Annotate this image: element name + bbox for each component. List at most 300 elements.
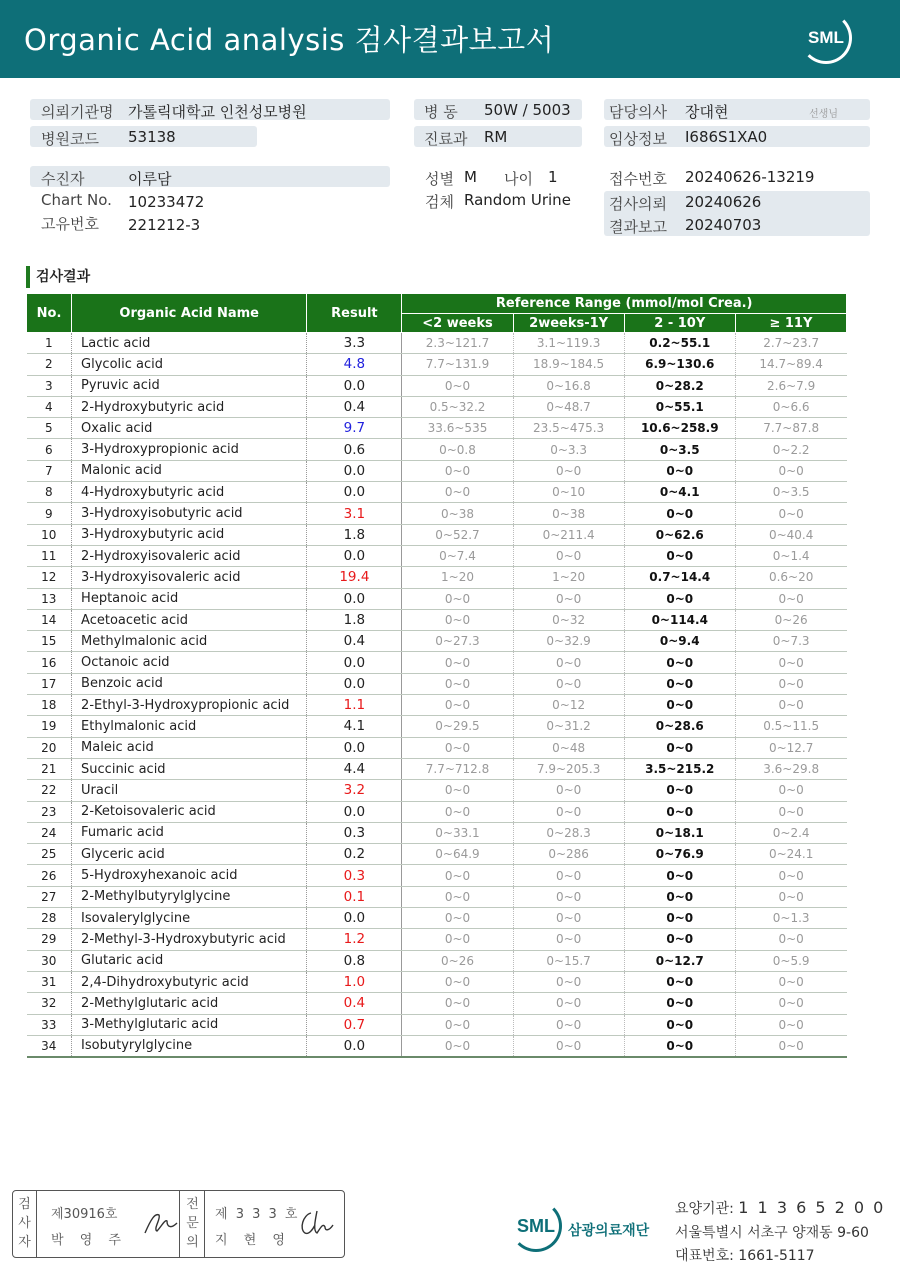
report-title: Organic Acid analysis 검사결과보고서 <box>24 23 555 57</box>
acid-name: 2-Hydroxyisovaleric acid <box>72 545 307 566</box>
result-value: 0.0 <box>307 801 402 822</box>
result-value: 9.7 <box>307 418 402 439</box>
row-number: 13 <box>27 588 72 609</box>
acid-name: Maleic acid <box>72 737 307 758</box>
table-row <box>27 418 847 439</box>
ref-neonate: 0~0 <box>402 929 513 950</box>
ref-child: 0~114.4 <box>624 609 735 630</box>
acid-name: Lactic acid <box>72 333 307 354</box>
ref-infant: 0~38 <box>513 503 624 524</box>
result-value: 3.2 <box>307 780 402 801</box>
ref-infant: 0~0 <box>513 886 624 907</box>
institution-label: 의뢰기관명 <box>41 103 114 121</box>
ref-neonate: 1~20 <box>402 567 513 588</box>
table-row <box>27 737 847 758</box>
ref-child: 0~0 <box>624 908 735 929</box>
table-row <box>27 801 847 822</box>
row-number: 23 <box>27 801 72 822</box>
row-number: 15 <box>27 631 72 652</box>
ref-adult: 0~0 <box>735 929 846 950</box>
dept-value: RM <box>484 128 508 146</box>
table-row <box>27 460 847 481</box>
acid-name: Isovalerylglycine <box>72 908 307 929</box>
institution-value: 가톨릭대학교 인천성모병원 <box>128 103 307 121</box>
chart-label: Chart No. <box>41 191 112 209</box>
ref-child: 0~0 <box>624 929 735 950</box>
ref-infant: 0~32 <box>513 609 624 630</box>
acid-name: Glutaric acid <box>72 950 307 971</box>
ref-infant: 0~0 <box>513 865 624 886</box>
ref-adult: 0~0 <box>735 695 846 716</box>
ref-child: 0~12.7 <box>624 950 735 971</box>
ref-child: 0~0 <box>624 695 735 716</box>
acid-name: Glyceric acid <box>72 844 307 865</box>
result-value: 0.2 <box>307 844 402 865</box>
ref-neonate: 0~7.4 <box>402 545 513 566</box>
ref-child: 0~0 <box>624 545 735 566</box>
row-number: 33 <box>27 1014 72 1035</box>
acid-name: Ethylmalonic acid <box>72 716 307 737</box>
sml-footer-logo: SML <box>510 1200 562 1252</box>
row-number: 16 <box>27 652 72 673</box>
table-row <box>27 908 847 929</box>
ref-neonate: 0~0 <box>402 886 513 907</box>
table-row <box>27 1014 847 1035</box>
signature-box <box>12 1190 345 1258</box>
specimen-value: Random Urine <box>464 191 571 209</box>
ref-infant: 23.5~475.3 <box>513 418 624 439</box>
result-value: 0.6 <box>307 439 402 460</box>
acid-name: Fumaric acid <box>72 822 307 843</box>
ref-child: 0~18.1 <box>624 822 735 843</box>
result-value: 19.4 <box>307 567 402 588</box>
ref-infant: 0~0 <box>513 780 624 801</box>
ref-adult: 2.7~23.7 <box>735 333 846 354</box>
ref-adult: 0~0 <box>735 780 846 801</box>
acid-name: Octanoic acid <box>72 652 307 673</box>
ref-child: 0~0 <box>624 673 735 694</box>
ref-neonate: 0~38 <box>402 503 513 524</box>
row-number: 26 <box>27 865 72 886</box>
acid-name: Methylmalonic acid <box>72 631 307 652</box>
ref-infant: 0~32.9 <box>513 631 624 652</box>
ref-neonate: 0~33.1 <box>402 822 513 843</box>
ref-adult: 0.6~20 <box>735 567 846 588</box>
report-header <box>0 0 900 78</box>
row-number: 1 <box>27 333 72 354</box>
age-label: 나이 <box>504 170 533 188</box>
ref-adult: 0~0 <box>735 865 846 886</box>
age-value: 1 <box>548 168 558 186</box>
divider <box>179 1191 180 1257</box>
ref-adult: 0~3.5 <box>735 482 846 503</box>
ref-child: 0~0 <box>624 886 735 907</box>
acid-name: 2-Hydroxybutyric acid <box>72 396 307 417</box>
table-row <box>27 886 847 907</box>
examiner-number: 제30916호 <box>51 1207 118 1222</box>
ref-infant: 7.9~205.3 <box>513 758 624 779</box>
result-value: 1.2 <box>307 929 402 950</box>
patient-value: 이루담 <box>128 170 172 188</box>
ref-neonate: 0~64.9 <box>402 844 513 865</box>
doctor-label: 담당의사 <box>609 103 667 121</box>
specimen-label: 검체 <box>425 193 454 211</box>
hospital-code-value: 53138 <box>128 128 176 146</box>
ward-label: 병 동 <box>424 103 458 121</box>
result-value: 0.3 <box>307 822 402 843</box>
examiner-label: 검사자 <box>13 1191 37 1257</box>
result-value: 0.0 <box>307 673 402 694</box>
acid-name: Malonic acid <box>72 460 307 481</box>
result-value: 0.0 <box>307 545 402 566</box>
result-value: 3.3 <box>307 333 402 354</box>
acid-name: 3-Hydroxybutyric acid <box>72 524 307 545</box>
table-row <box>27 333 847 354</box>
ref-neonate: 0~52.7 <box>402 524 513 545</box>
clinical-value: I686S1XA0 <box>685 128 768 146</box>
ref-child: 0.2~55.1 <box>624 333 735 354</box>
row-number: 2 <box>27 354 72 375</box>
row-number: 34 <box>27 1035 72 1056</box>
ref-adult: 0~0 <box>735 1014 846 1035</box>
ref-neonate: 7.7~131.9 <box>402 354 513 375</box>
table-row <box>27 652 847 673</box>
ref-infant: 0~48.7 <box>513 396 624 417</box>
dept-label: 진료과 <box>424 130 468 148</box>
row-number: 28 <box>27 908 72 929</box>
ref-adult: 3.6~29.8 <box>735 758 846 779</box>
table-row <box>27 822 847 843</box>
report-value: 20240703 <box>685 216 762 234</box>
ref-neonate: 0~0 <box>402 971 513 992</box>
ref-infant: 0~15.7 <box>513 950 624 971</box>
results-body <box>27 333 847 1057</box>
table-row <box>27 396 847 417</box>
specialist-number: 제 3 3 3 호 <box>215 1207 300 1222</box>
acid-name: Uracil <box>72 780 307 801</box>
acid-name: Acetoacetic acid <box>72 609 307 630</box>
table-row <box>27 524 847 545</box>
ref-child: 0~0 <box>624 588 735 609</box>
results-table <box>26 293 847 1058</box>
ref-infant: 0~12 <box>513 695 624 716</box>
ref-adult: 2.6~7.9 <box>735 375 846 396</box>
result-value: 1.1 <box>307 695 402 716</box>
ref-infant: 3.1~119.3 <box>513 333 624 354</box>
row-number: 5 <box>27 418 72 439</box>
acid-name: 3-Hydroxyisovaleric acid <box>72 567 307 588</box>
table-row <box>27 716 847 737</box>
ref-neonate: 7.7~712.8 <box>402 758 513 779</box>
specialist-signature <box>297 1207 337 1241</box>
ref-infant: 0~211.4 <box>513 524 624 545</box>
table-row <box>27 971 847 992</box>
table-row <box>27 993 847 1014</box>
ref-child: 0~0 <box>624 460 735 481</box>
acid-name: 4-Hydroxybutyric acid <box>72 482 307 503</box>
ref-infant: 0~0 <box>513 545 624 566</box>
col-ref-group: Reference Range (mmol/mol Crea.) <box>402 294 847 314</box>
row-number: 12 <box>27 567 72 588</box>
result-value: 0.4 <box>307 396 402 417</box>
ref-child: 10.6~258.9 <box>624 418 735 439</box>
acid-name: Pyruvic acid <box>72 375 307 396</box>
result-value: 0.0 <box>307 652 402 673</box>
col-ref-adult: ≥ 11Y <box>735 314 846 333</box>
row-number: 14 <box>27 609 72 630</box>
ref-adult: 0~0 <box>735 460 846 481</box>
ref-infant: 0~0 <box>513 652 624 673</box>
result-value: 0.0 <box>307 460 402 481</box>
ref-child: 0~62.6 <box>624 524 735 545</box>
examiner-signature <box>141 1209 181 1239</box>
result-value: 1.8 <box>307 524 402 545</box>
table-row <box>27 545 847 566</box>
ref-infant: 0~10 <box>513 482 624 503</box>
row-number: 31 <box>27 971 72 992</box>
result-value: 4.8 <box>307 354 402 375</box>
ref-adult: 0~2.2 <box>735 439 846 460</box>
ref-child: 6.9~130.6 <box>624 354 735 375</box>
ref-adult: 0~0 <box>735 993 846 1014</box>
specialist-label: 전문의 <box>181 1191 205 1257</box>
ref-neonate: 0~0 <box>402 737 513 758</box>
row-number: 32 <box>27 993 72 1014</box>
ref-child: 0~0 <box>624 503 735 524</box>
footer-logo <box>510 1200 660 1256</box>
col-ref-infant: 2weeks-1Y <box>513 314 624 333</box>
result-value: 3.1 <box>307 503 402 524</box>
row-number: 19 <box>27 716 72 737</box>
table-row <box>27 758 847 779</box>
specialist-name: 지 현 영 <box>215 1233 291 1248</box>
ref-child: 0~0 <box>624 1035 735 1056</box>
row-number: 8 <box>27 482 72 503</box>
table-row <box>27 375 847 396</box>
acid-name: 5-Hydroxyhexanoic acid <box>72 865 307 886</box>
table-row <box>27 865 847 886</box>
ref-adult: 0~0 <box>735 652 846 673</box>
phone-label: 대표번호: <box>675 1248 734 1264</box>
ref-neonate: 0~0 <box>402 801 513 822</box>
acid-name: Benzoic acid <box>72 673 307 694</box>
ref-infant: 0~28.3 <box>513 822 624 843</box>
result-value: 0.0 <box>307 737 402 758</box>
ref-neonate: 0~0 <box>402 460 513 481</box>
ref-neonate: 0~0 <box>402 780 513 801</box>
col-no: No. <box>27 294 72 333</box>
result-value: 0.0 <box>307 908 402 929</box>
result-value: 1.8 <box>307 609 402 630</box>
result-value: 4.1 <box>307 716 402 737</box>
table-row <box>27 631 847 652</box>
ref-adult: 0~26 <box>735 609 846 630</box>
table-row <box>27 439 847 460</box>
acid-name: Glycolic acid <box>72 354 307 375</box>
result-value: 0.0 <box>307 588 402 609</box>
result-value: 0.7 <box>307 1014 402 1035</box>
row-number: 22 <box>27 780 72 801</box>
ref-child: 0~0 <box>624 801 735 822</box>
ref-infant: 1~20 <box>513 567 624 588</box>
ref-neonate: 0~0 <box>402 908 513 929</box>
ref-neonate: 0~0 <box>402 865 513 886</box>
table-row <box>27 844 847 865</box>
sex-label: 성별 <box>425 170 454 188</box>
ref-neonate: 0~0 <box>402 695 513 716</box>
ref-infant: 0~286 <box>513 844 624 865</box>
result-value: 0.0 <box>307 375 402 396</box>
ref-neonate: 0~0 <box>402 375 513 396</box>
ref-child: 0~0 <box>624 780 735 801</box>
row-number: 27 <box>27 886 72 907</box>
ref-infant: 0~0 <box>513 460 624 481</box>
care-code-label: 요양기관: <box>675 1201 734 1217</box>
table-row <box>27 695 847 716</box>
table-row <box>27 354 847 375</box>
row-number: 11 <box>27 545 72 566</box>
acid-name: 2,4-Dihydroxybutyric acid <box>72 971 307 992</box>
ref-infant: 0~0 <box>513 971 624 992</box>
report-label: 결과보고 <box>609 218 667 236</box>
ref-neonate: 0~0.8 <box>402 439 513 460</box>
acid-name: 2-Methylbutyrylglycine <box>72 886 307 907</box>
ref-neonate: 0.5~32.2 <box>402 396 513 417</box>
hospital-code-label: 병원코드 <box>41 130 99 148</box>
request-label: 검사의뢰 <box>609 195 667 213</box>
patient-label: 수진자 <box>41 170 85 188</box>
ref-adult: 0~0 <box>735 503 846 524</box>
table-row <box>27 780 847 801</box>
result-value: 0.1 <box>307 886 402 907</box>
acid-name: 2-Methylglutaric acid <box>72 993 307 1014</box>
care-code: 1 1 3 6 5 2 0 0 <box>738 1198 886 1217</box>
receipt-value: 20240626-13219 <box>685 168 815 186</box>
ref-adult: 0~12.7 <box>735 737 846 758</box>
ref-adult: 0~7.3 <box>735 631 846 652</box>
ref-adult: 7.7~87.8 <box>735 418 846 439</box>
ref-infant: 0~31.2 <box>513 716 624 737</box>
ref-adult: 0~40.4 <box>735 524 846 545</box>
acid-name: 2-Methyl-3-Hydroxybutyric acid <box>72 929 307 950</box>
ref-child: 0~0 <box>624 652 735 673</box>
table-row <box>27 929 847 950</box>
row-number: 24 <box>27 822 72 843</box>
result-value: 1.0 <box>307 971 402 992</box>
result-value: 0.0 <box>307 1035 402 1056</box>
ref-child: 0~9.4 <box>624 631 735 652</box>
ref-adult: 0~5.9 <box>735 950 846 971</box>
ref-adult: 0~0 <box>735 801 846 822</box>
acid-name: 3-Hydroxyisobutyric acid <box>72 503 307 524</box>
ref-child: 0~55.1 <box>624 396 735 417</box>
result-value: 0.8 <box>307 950 402 971</box>
acid-name: Isobutyrylglycine <box>72 1035 307 1056</box>
result-value: 0.4 <box>307 993 402 1014</box>
ref-neonate: 0~29.5 <box>402 716 513 737</box>
examiner-name: 박 영 주 <box>51 1233 127 1248</box>
ref-adult: 0~2.4 <box>735 822 846 843</box>
col-ref-neonate: <2 weeks <box>402 314 513 333</box>
ref-adult: 0~6.6 <box>735 396 846 417</box>
ref-adult: 14.7~89.4 <box>735 354 846 375</box>
ref-neonate: 0~0 <box>402 482 513 503</box>
acid-name: 2-Ethyl-3-Hydroxypropionic acid <box>72 695 307 716</box>
table-row <box>27 503 847 524</box>
doctor-suffix: 선생님 <box>809 109 838 120</box>
col-ref-child: 2 - 10Y <box>624 314 735 333</box>
ref-neonate: 33.6~535 <box>402 418 513 439</box>
ref-adult: 0~0 <box>735 1035 846 1056</box>
ref-neonate: 0~0 <box>402 673 513 694</box>
row-number: 3 <box>27 375 72 396</box>
phone: 1661-5117 <box>738 1248 815 1264</box>
ref-infant: 0~0 <box>513 1014 624 1035</box>
ref-adult: 0~0 <box>735 971 846 992</box>
result-value: 4.4 <box>307 758 402 779</box>
table-row <box>27 673 847 694</box>
row-number: 25 <box>27 844 72 865</box>
ref-neonate: 0~0 <box>402 993 513 1014</box>
ref-child: 0~0 <box>624 737 735 758</box>
ref-neonate: 0~0 <box>402 652 513 673</box>
ref-adult: 0~1.3 <box>735 908 846 929</box>
ref-infant: 0~0 <box>513 588 624 609</box>
ref-neonate: 0~27.3 <box>402 631 513 652</box>
table-row <box>27 588 847 609</box>
acid-name: Oxalic acid <box>72 418 307 439</box>
ref-neonate: 2.3~121.7 <box>402 333 513 354</box>
row-number: 6 <box>27 439 72 460</box>
section-title: 검사결과 <box>26 266 90 288</box>
table-row <box>27 567 847 588</box>
ref-child: 0~0 <box>624 1014 735 1035</box>
result-value: 0.3 <box>307 865 402 886</box>
org-name: 삼광의료재단 <box>568 1223 650 1239</box>
row-number: 30 <box>27 950 72 971</box>
address: 서울특별시 서초구 양재동 9-60 <box>675 1225 869 1241</box>
ref-child: 0~0 <box>624 971 735 992</box>
ref-adult: 0~0 <box>735 588 846 609</box>
ref-child: 0~76.9 <box>624 844 735 865</box>
ref-adult: 0~0 <box>735 673 846 694</box>
row-number: 29 <box>27 929 72 950</box>
receipt-label: 접수번호 <box>609 170 667 188</box>
ref-child: 0~28.2 <box>624 375 735 396</box>
ref-adult: 0~24.1 <box>735 844 846 865</box>
row-number: 10 <box>27 524 72 545</box>
table-row <box>27 609 847 630</box>
ward-value: 50W / 5003 <box>484 101 571 119</box>
acid-name: 2-Ketoisovaleric acid <box>72 801 307 822</box>
phone-line <box>675 1245 815 1265</box>
ref-adult: 0.5~11.5 <box>735 716 846 737</box>
row-number: 18 <box>27 695 72 716</box>
ref-infant: 0~0 <box>513 673 624 694</box>
ref-infant: 0~0 <box>513 801 624 822</box>
ref-neonate: 0~0 <box>402 609 513 630</box>
row-number: 4 <box>27 396 72 417</box>
row-number: 21 <box>27 758 72 779</box>
acid-name: 3-Methylglutaric acid <box>72 1014 307 1035</box>
col-result: Result <box>307 294 402 333</box>
ref-infant: 0~0 <box>513 993 624 1014</box>
ref-neonate: 0~0 <box>402 588 513 609</box>
ref-neonate: 0~0 <box>402 1014 513 1035</box>
ref-infant: 0~0 <box>513 1035 624 1056</box>
ref-child: 3.5~215.2 <box>624 758 735 779</box>
result-value: 0.0 <box>307 482 402 503</box>
